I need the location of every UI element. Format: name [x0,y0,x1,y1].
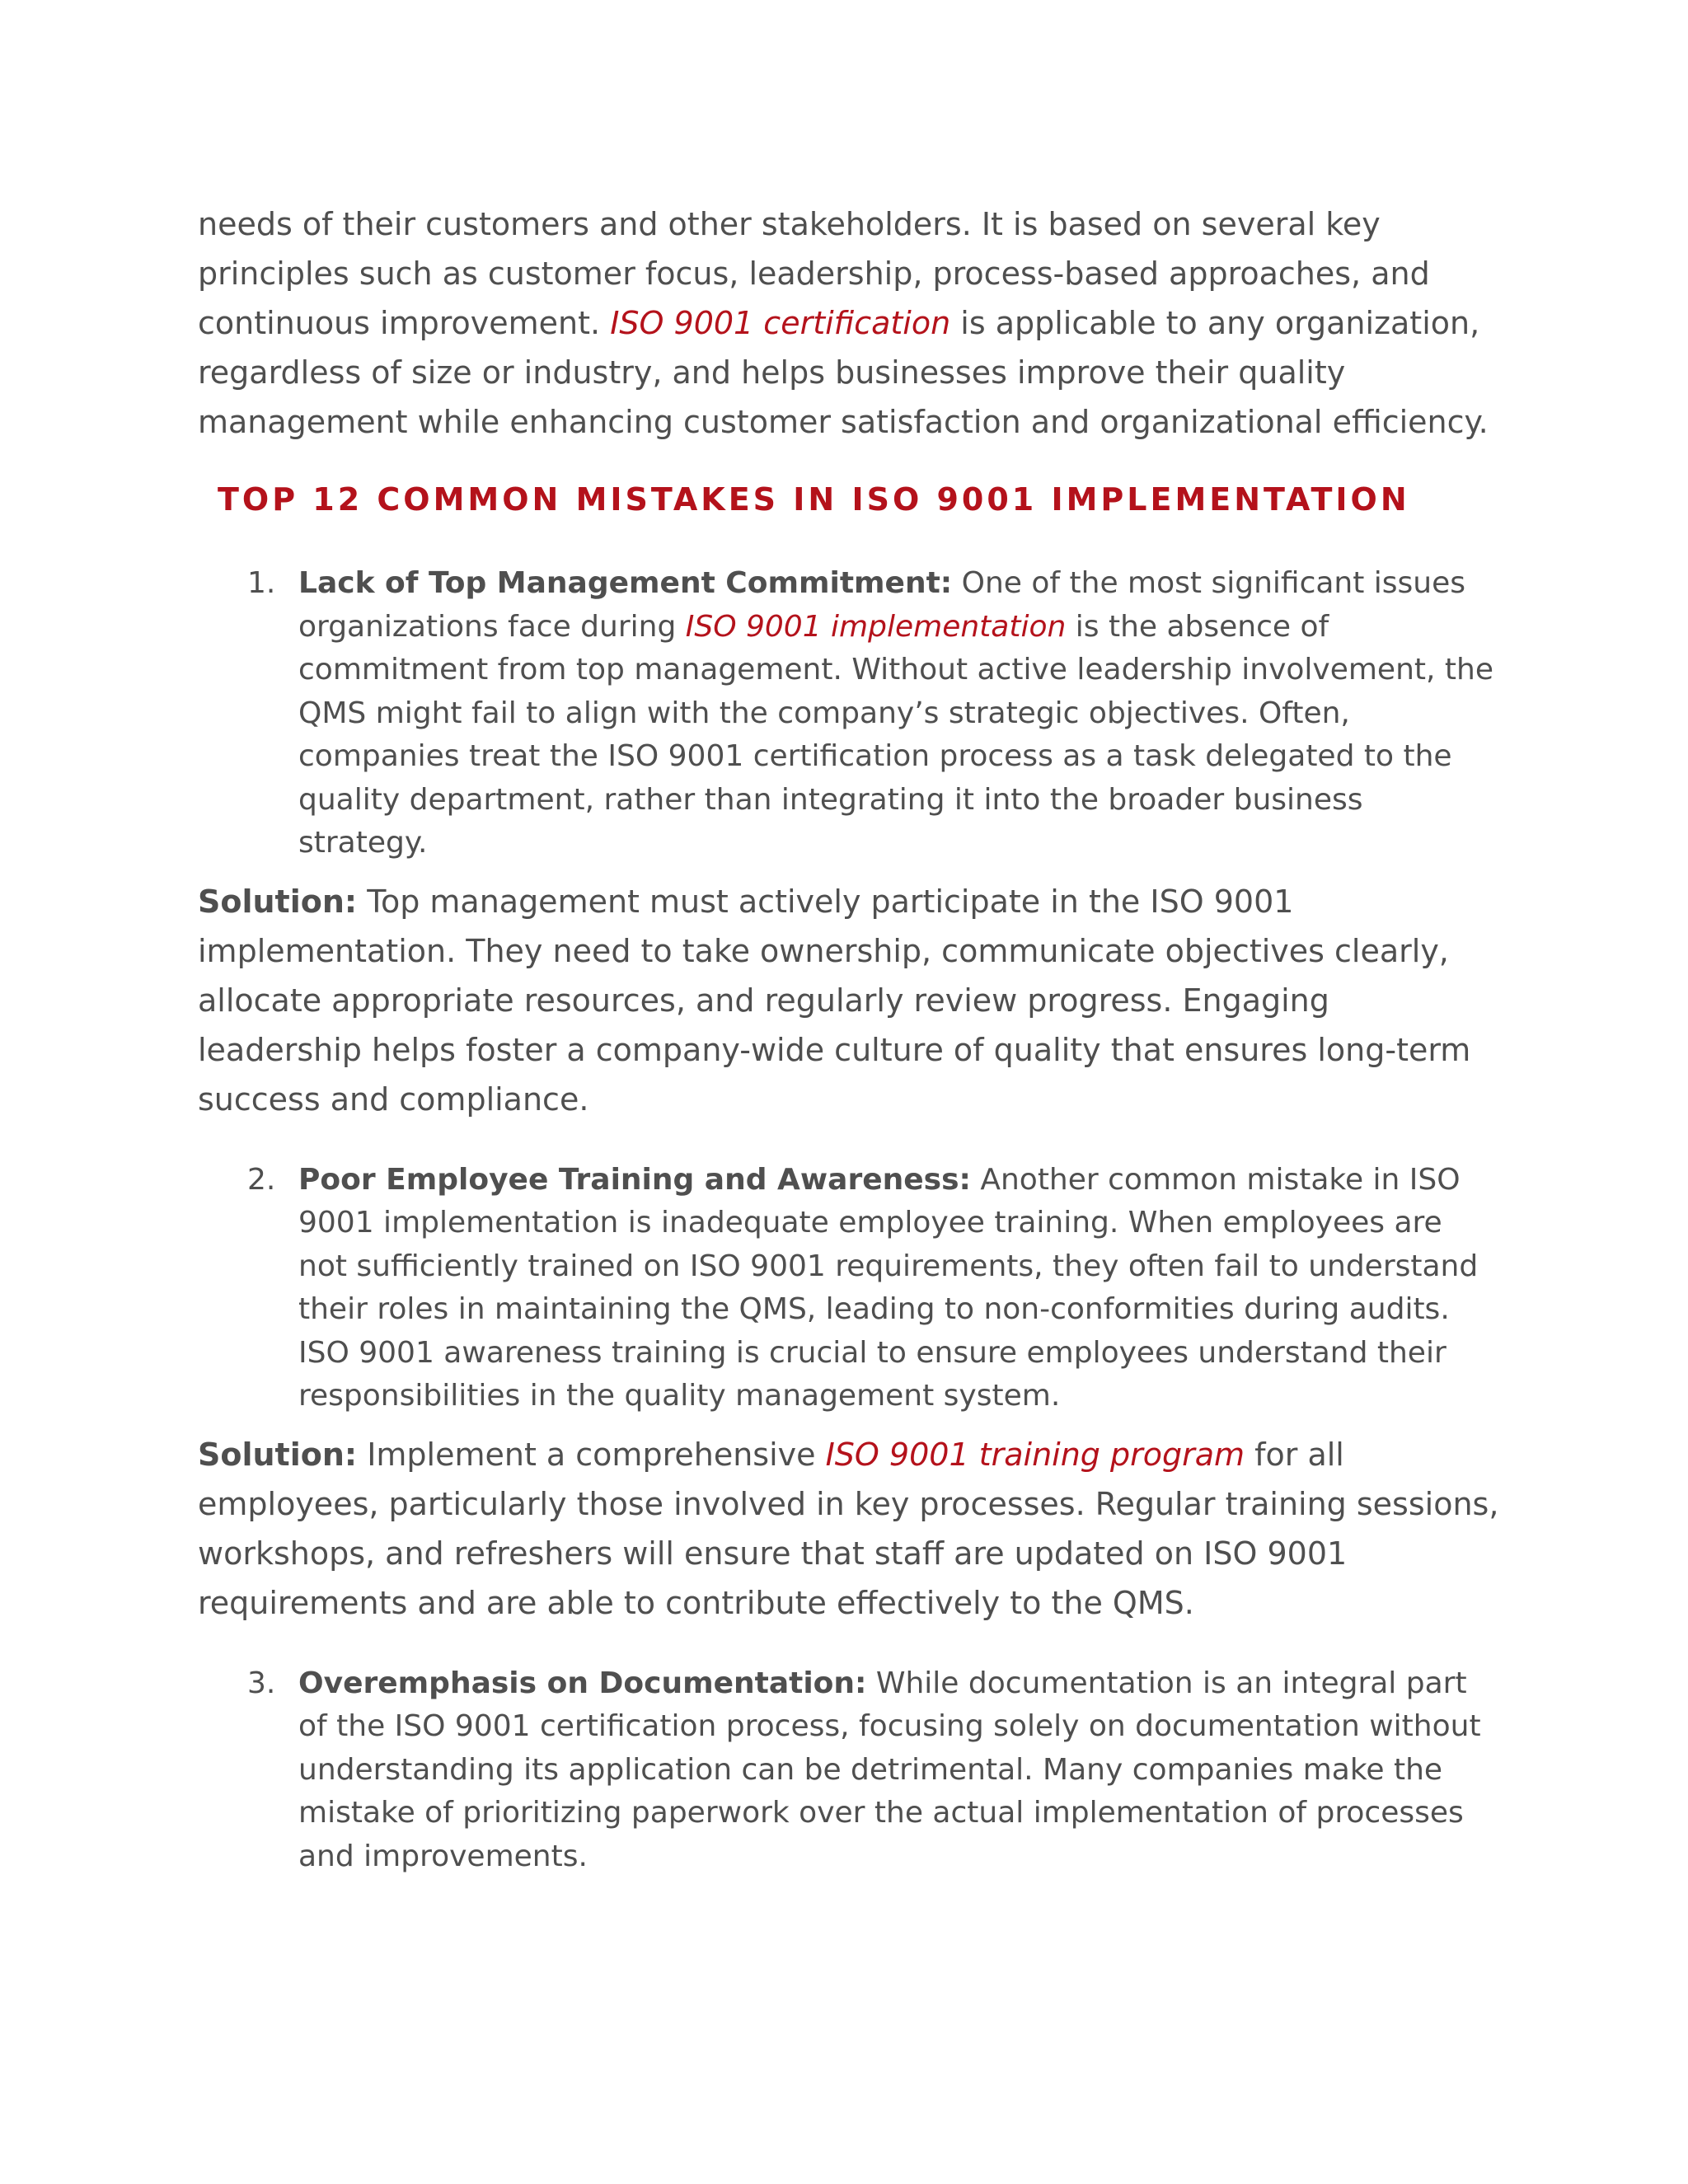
list-number-2: 2. [247,1162,276,1197]
list-item-3-text: While documentation is an integral part of the ISO 9001 certification process, focusing solely on documentation without understanding its application can be detrimental. Many companies make the mistake of prioritizing paperwork over the actual implementation of processes and improvements. [298,1666,1481,1873]
solution-text-2b: for all employees, particularly those involved in key processes. Regular training sessions, workshops, and refreshers will ensure that staff are updated on ISO 9001 requirements and are able to contribute effectively to the QMS. [198,1436,1499,1621]
section-heading: TOP 12 COMMON MISTAKES IN ISO 9001 IMPLEMENTATION [218,481,1410,518]
intro-text-2: is applicable to any organization, regardless of size or industry, and helps businesses improve their quality management while enhancing customer satisfaction and organizational efficiency. [198,305,1489,440]
list-item-2-title: Poor Employee Training and Awareness: [298,1162,971,1197]
solution-paragraph-2 [198,1430,1500,1628]
iso-9001-implementation-link[interactable]: ISO 9001 implementation [685,609,1067,644]
document-page [198,199,1500,1878]
solution-text-1: Top management must actively participate in the ISO 9001 implementation. They need to take ownership, communicate objectives clearly, allocate appropriate resources, and regularly review progress. Engaging leadership helps foster a company-wide culture of quality that ensures long-term success and compliance. [198,883,1471,1118]
list-item-3 [198,1662,1500,1879]
intro-text-1: needs of their customers and other stakeholders. It is based on several key principles such as customer focus, leadership, process-based approaches, and continuous improvement. [198,206,1430,341]
list-item-1-title: Lack of Top Management Commitment: [298,566,953,600]
solution-label-2: Solution: [198,1436,358,1473]
list-item-2 [198,1159,1500,1418]
solution-paragraph-1 [198,877,1500,1124]
intro-paragraph [198,199,1500,447]
list-item-2-text: Another common mistake in ISO 9001 implementation is inadequate employee training. When employees are not sufficiently trained on ISO 9001 requirements, they often fail to understand their roles in maintaining the QMS, leading to non-conformities during audits. ISO 9001 awareness training is crucial to ensure employees understand their responsibilities in the quality management system. [298,1162,1479,1413]
list-item-1 [198,562,1500,865]
iso-9001-certification-link[interactable]: ISO 9001 certification [610,305,951,341]
list-item-3-title: Overemphasis on Documentation: [298,1666,867,1700]
solution-label-1: Solution: [198,883,358,920]
iso-9001-training-program-link[interactable]: ISO 9001 training program [825,1436,1245,1473]
solution-text-2a: Implement a comprehensive [357,1436,826,1473]
list-item-1-text-1: One of the most significant issues organizations face during [298,566,1466,644]
list-number-3: 3. [247,1666,276,1700]
list-number-1: 1. [247,566,276,600]
list-item-1-text-2: is the absence of commitment from top management. Without active leadership involvement, the QMS might fail to align with the company’s strategic objectives. Often, companies treat the ISO 9001 certification process as a task delegated to the quality department, rather than integrating it into the broader business strategy. [298,609,1493,860]
